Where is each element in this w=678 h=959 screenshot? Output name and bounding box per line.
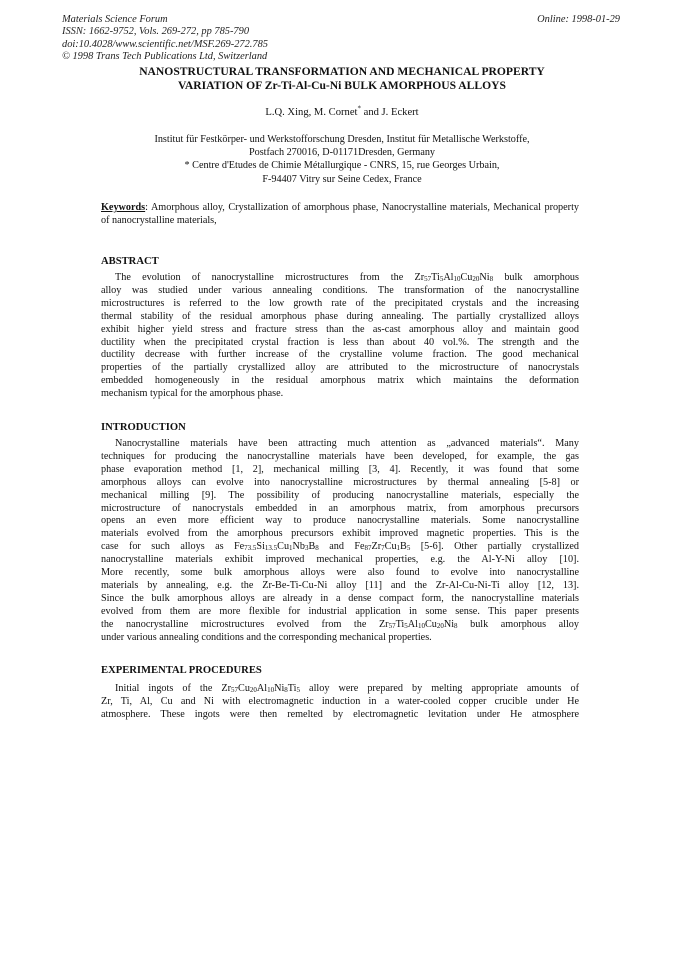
abstract-line-2: alloy was studied under various annealing conditions. The transformation of the nanocrystalline bbox=[101, 284, 579, 296]
exp-line-1: Initial ingots of the $Zr_{57}Cu_{20}Al_{10}Ni_8Ti_5$ alloy were prepared by melting appropriate amounts of bbox=[115, 683, 579, 694]
intro-line-4: amorphous alloys can evolve into nanocrystalline microstructures by thermal annealing [5-8] or bbox=[101, 476, 579, 488]
intro-line-7: opens an even more efficient way to produce nanocrystalline materials. Some nanocrystalline bbox=[101, 515, 579, 527]
intro-line-10: nanocrystalline materials exhibit improved mechanical properties, e.g. the Al-Y-Ni alloy [10]. bbox=[101, 554, 579, 566]
copyright-line: © 1998 Trans Tech Publications Ltd, Switzerland bbox=[62, 51, 268, 63]
paper-title bbox=[62, 65, 622, 93]
intro-line-9: case for such alloys as $Fe_{73.5}Si_{13.5}Cu_1Nb_3B_8$ and $Fe_{87}Zr_7Cu_1B_5$ [5-6]. Other partially crystallized bbox=[101, 541, 579, 553]
intro-line-16: under various annealing conditions and the corresponding mechanical properties. bbox=[101, 631, 432, 643]
intro-line-13: Since the bulk amorphous alloys are already in a dense compact form, the nanocrystalline materials bbox=[101, 592, 579, 604]
affiliations bbox=[62, 133, 622, 186]
intro-line-11: More recently, some bulk amorphous alloys were also found to evolve into nanocrystalline bbox=[101, 567, 579, 579]
intro-line-5: mechanical milling [9]. The possibility of producing nanocrystalline materials, especially the bbox=[101, 489, 579, 501]
abstract-line-9: embedded homogeneously in the residual amorphous matrix which maintains the deformation bbox=[101, 375, 579, 387]
online-date: Online: 1998-01-29 bbox=[537, 14, 620, 25]
title-line-1: NANOSTRUCTURAL TRANSFORMATION AND MECHANICAL PROPERTY bbox=[139, 65, 545, 78]
doi-line: doi:10.4028/www.scientific.net/MSF.269-272.785 bbox=[62, 38, 268, 50]
experimental-body bbox=[101, 683, 579, 722]
abstract-line-1: The evolution of nanocrystalline microstructures from the $Zr_{57}Ti_5Al_{10}Cu_{20}Ni_8$ bulk amorphous bbox=[115, 272, 579, 283]
keywords-text: : Amorphous alloy, Crystallization of amorphous phase, Nanocrystalline materials, Mechanical property of nanocrystalline materials, bbox=[101, 202, 579, 227]
keywords-label: Keywords bbox=[101, 202, 146, 213]
exp-line-2: Zr, Ti, Al, Cu and Ni with electromagnetic induction in a water-cooled copper crucible under He bbox=[101, 695, 579, 707]
authors-part-2: and J. Eckert bbox=[360, 107, 419, 118]
abstract-line-3: microstructures is referred to the low growth rate of the precipitated crystals and the increasing bbox=[101, 297, 579, 309]
author-list bbox=[62, 106, 622, 119]
intro-line-6: microstructure of nanocrystals embedded in an amorphous matrix, from amorphous precursors bbox=[101, 502, 579, 514]
abstract-line-7: ductility decrease with further increase of the crystalline volume fraction. The good mechanical bbox=[101, 349, 579, 361]
experimental-heading: EXPERIMENTAL PROCEDURES bbox=[101, 665, 262, 676]
affiliation-line-1: Institut für Festkörper- und Werkstofforschung Dresden, Institut für Metallische Werkstoffe, bbox=[154, 134, 530, 145]
authors-part-1: L.Q. Xing, M. Cornet bbox=[265, 107, 358, 118]
intro-line-2: techniques for producing the nanocrystalline materials have been developed, for example, the gas bbox=[101, 450, 579, 462]
abstract-heading: ABSTRACT bbox=[101, 256, 159, 267]
exp-line-3: atmosphere. These ingots were then remelted by electromagnetic levitation under He atmosphere bbox=[101, 708, 579, 720]
abstract-line-6: ductility when the precipitated crystal fraction is less than about 40 vol.%. The strength and the bbox=[101, 336, 579, 348]
intro-line-8: materials evolved from the amorphous precursors exhibit improved magnetic properties. This is the bbox=[101, 528, 579, 540]
abstract-line-5: exhibit higher yield stress and fracture stress than the as-cast amorphous alloy and maintain good bbox=[101, 323, 579, 335]
title-line-2: VARIATION OF Zr-Ti-Al-Cu-Ni BULK AMORPHOUS ALLOYS bbox=[178, 79, 506, 92]
affiliation-line-4: F-94407 Vitry sur Seine Cedex, France bbox=[262, 173, 422, 185]
author-mark: * bbox=[357, 104, 361, 113]
abstract-line-4: thermal stability of the residual amorphous phase during annealing. The partially crystallized alloys bbox=[101, 310, 579, 322]
intro-line-12: materials by annealing, e.g. the Zr-Be-Ti-Cu-Ni alloy [11] and the Zr-Al-Cu-Ni-Ti alloy [12, 13]. bbox=[101, 579, 579, 591]
abstract-line-8: properties of the partially crystallized alloy are attributed to the microstructure of nanocrystals bbox=[101, 362, 579, 374]
introduction-body bbox=[101, 438, 579, 645]
issn-line: ISSN: 1662-9752, Vols. 269-272, pp 785-790 bbox=[62, 26, 250, 38]
intro-line-3: phase evaporation method [1, 2], mechanical milling [3, 4]. Recently, it was found that some bbox=[101, 463, 579, 475]
journal-name: Materials Science Forum bbox=[62, 14, 168, 25]
intro-line-14: evolved from them are more flexible for industrial application in some sense. This paper presents bbox=[101, 605, 579, 617]
abstract-line-10: mechanism typical for the amorphous phase. bbox=[101, 388, 284, 400]
affiliation-line-2: Postfach 270016, D-01171Dresden, Germany bbox=[248, 147, 436, 159]
keywords-block bbox=[101, 201, 579, 227]
introduction-heading: INTRODUCTION bbox=[101, 422, 186, 433]
affiliation-line-3: * Centre d'Etudes de Chimie Métallurgique - CNRS, 15, rue Georges Urbain, bbox=[184, 160, 500, 172]
intro-line-1: Nanocrystalline materials have been attracting much attention as „advanced materials“. Many bbox=[115, 438, 579, 449]
abstract-body bbox=[101, 272, 579, 401]
intro-line-15: the nanocrystalline microstructures evolved from the $Zr_{57}Ti_5Al_{10}Cu_{20}Ni_8$ bulk amorphous alloy bbox=[101, 618, 579, 630]
